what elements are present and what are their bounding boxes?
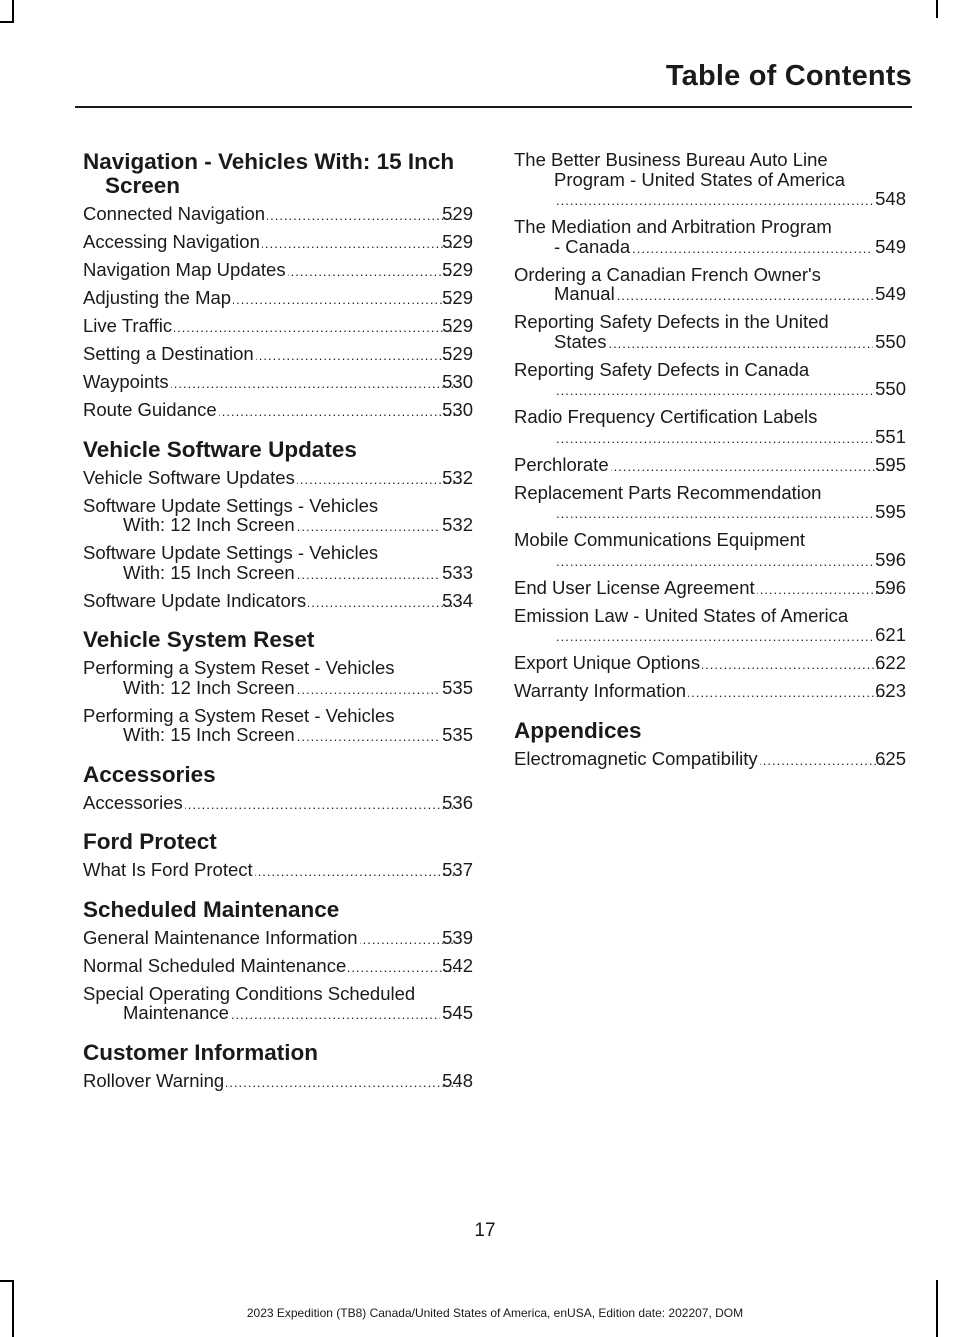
entry-page-number: 595 bbox=[875, 501, 906, 522]
dot-leader bbox=[611, 455, 894, 477]
toc-entry[interactable] bbox=[514, 681, 906, 703]
dot-leader bbox=[219, 400, 460, 422]
entry-title-continued: With: 12 Inch Screen bbox=[123, 676, 295, 698]
entry-page-number: 549 bbox=[875, 283, 906, 304]
dot-leader bbox=[556, 502, 873, 524]
entry-page-number: 532 bbox=[442, 514, 473, 535]
entry-title: Export Unique Options bbox=[514, 652, 701, 673]
toc-entry[interactable] bbox=[83, 658, 473, 699]
entry-title-continued: With: 15 Inch Screen bbox=[123, 561, 295, 583]
entry-page-number: 530 bbox=[442, 371, 473, 392]
entry-title-continued: Maintenance bbox=[123, 1002, 229, 1023]
entry-page-number: 550 bbox=[875, 378, 906, 399]
entry-page-number: 537 bbox=[442, 859, 473, 880]
entry-page-number: 532 bbox=[442, 466, 473, 488]
dot-leader bbox=[297, 515, 440, 537]
dot-leader bbox=[556, 550, 873, 572]
dot-leader bbox=[556, 379, 873, 401]
entry-title: Radio Frequency Certification Labels bbox=[514, 406, 818, 427]
toc-entry[interactable] bbox=[514, 653, 906, 675]
entry-title-continued: Manual bbox=[554, 283, 615, 304]
toc-section bbox=[83, 438, 473, 613]
entry-title: What Is Ford Protect bbox=[83, 859, 253, 880]
entry-title: Emission Law - United States of America bbox=[514, 604, 849, 626]
toc-entry[interactable] bbox=[83, 316, 473, 338]
crop-mark bbox=[0, 21, 14, 23]
toc-entry[interactable] bbox=[514, 578, 906, 600]
entry-page-number: 534 bbox=[442, 589, 473, 611]
section-heading: Scheduled Maintenance bbox=[83, 896, 340, 922]
dot-leader bbox=[255, 860, 460, 882]
toc-section bbox=[514, 150, 906, 703]
toc-entry[interactable] bbox=[83, 496, 473, 537]
toc-entry[interactable] bbox=[83, 344, 473, 366]
footer-edition-text: 2023 Expedition (TB8) Canada/United States of America, enUSA, Edition date: 202207, DOM bbox=[246, 1306, 744, 1320]
page-title: Table of Contents bbox=[665, 60, 912, 92]
dot-leader bbox=[608, 332, 873, 354]
entry-title: Route Guidance bbox=[83, 399, 217, 420]
toc-section bbox=[83, 898, 473, 1025]
crop-mark bbox=[936, 0, 938, 18]
entry-page-number: 533 bbox=[442, 561, 473, 583]
entry-title: Accessories bbox=[83, 791, 183, 813]
toc-entry[interactable] bbox=[83, 860, 473, 882]
dot-leader bbox=[171, 372, 460, 394]
dot-leader bbox=[760, 749, 893, 771]
entry-title: Mobile Communications Equipment bbox=[514, 529, 805, 550]
section-heading: Appendices bbox=[514, 717, 642, 743]
entry-title: Electromagnetic Compatibility bbox=[514, 747, 758, 769]
entry-title: Reporting Safety Defects in the United bbox=[514, 311, 829, 332]
dot-leader bbox=[185, 793, 460, 815]
toc-entry[interactable] bbox=[514, 749, 906, 771]
toc-entry[interactable] bbox=[83, 793, 473, 815]
dot-leader bbox=[233, 288, 460, 310]
dot-leader bbox=[297, 563, 440, 585]
toc-section bbox=[83, 763, 473, 815]
dot-leader bbox=[688, 681, 893, 703]
dot-leader bbox=[556, 625, 873, 647]
entry-title: General Maintenance Information bbox=[83, 926, 358, 948]
entry-page-number: 539 bbox=[442, 926, 473, 948]
entry-title-continued: States bbox=[554, 330, 607, 352]
entry-title: Replacement Parts Recommendation bbox=[514, 481, 822, 503]
entry-page-number: 549 bbox=[875, 235, 906, 257]
entry-page-number: 621 bbox=[875, 624, 906, 645]
entry-title: Navigation Map Updates bbox=[83, 259, 286, 280]
toc-entry[interactable] bbox=[83, 468, 473, 490]
crop-mark bbox=[0, 1280, 14, 1282]
toc-section bbox=[514, 719, 906, 771]
toc-entry[interactable] bbox=[83, 984, 473, 1025]
entry-title-continued: With: 12 Inch Screen bbox=[123, 514, 295, 535]
entry-page-number: 536 bbox=[442, 791, 473, 813]
entry-page-number: 529 bbox=[442, 203, 473, 224]
toc-entry[interactable] bbox=[83, 1071, 473, 1093]
entry-title: Setting a Destination bbox=[83, 343, 254, 364]
dot-leader bbox=[297, 725, 440, 747]
dot-leader bbox=[256, 344, 460, 366]
section-heading: Navigation - Vehicles With: 15 Inch Screen bbox=[83, 149, 455, 198]
dot-leader bbox=[174, 316, 460, 338]
entry-page-number: 545 bbox=[442, 1002, 473, 1023]
entry-title: Software Update Settings - Vehicles bbox=[83, 542, 379, 563]
dot-leader bbox=[617, 284, 873, 306]
dot-leader bbox=[288, 260, 461, 282]
dot-leader bbox=[632, 237, 873, 259]
toc-entry[interactable] bbox=[83, 204, 473, 226]
entry-title: Software Update Indicators bbox=[83, 589, 307, 611]
entry-title-continued: With: 15 Inch Screen bbox=[123, 724, 295, 745]
toc-entry[interactable] bbox=[514, 455, 906, 477]
entry-title: End User License Agreement bbox=[514, 576, 755, 598]
entry-page-number: 529 bbox=[442, 315, 473, 336]
toc-entry[interactable] bbox=[514, 530, 906, 571]
dot-leader bbox=[267, 204, 460, 226]
toc-entry[interactable] bbox=[83, 288, 473, 310]
entry-page-number: 529 bbox=[442, 231, 473, 252]
entry-title: Accessing Navigation bbox=[83, 231, 260, 252]
entry-title: Normal Scheduled Maintenance bbox=[83, 954, 347, 976]
toc-entry[interactable] bbox=[83, 260, 473, 282]
entry-page-number: 529 bbox=[442, 343, 473, 364]
toc-left-column bbox=[83, 150, 473, 1108]
dot-leader bbox=[297, 468, 460, 490]
entry-title: Performing a System Reset - Vehicles bbox=[83, 704, 395, 726]
entry-title: The Mediation and Arbitration Program bbox=[514, 216, 832, 237]
entry-title: Special Operating Conditions Scheduled bbox=[83, 982, 416, 1004]
toc-entry[interactable] bbox=[514, 407, 906, 448]
dot-leader bbox=[556, 189, 873, 211]
entry-title: The Better Business Bureau Auto Line bbox=[514, 149, 828, 170]
toc-right-column bbox=[514, 150, 906, 786]
entry-title: Waypoints bbox=[83, 371, 169, 392]
toc-entry[interactable] bbox=[514, 265, 906, 306]
entry-page-number: 548 bbox=[442, 1069, 473, 1091]
dot-leader bbox=[556, 427, 873, 449]
toc-entry[interactable] bbox=[514, 150, 906, 211]
entry-page-number: 595 bbox=[875, 453, 906, 475]
section-heading: Vehicle System Reset bbox=[83, 627, 315, 652]
dot-leader bbox=[226, 1071, 460, 1093]
entry-page-number: 542 bbox=[442, 954, 473, 976]
entry-title-continued: - Canada bbox=[554, 235, 631, 257]
entry-title: Vehicle Software Updates bbox=[83, 466, 295, 488]
dot-leader bbox=[297, 678, 440, 700]
dot-leader bbox=[308, 591, 460, 613]
entry-page-number: 529 bbox=[442, 287, 473, 308]
toc-entry[interactable] bbox=[83, 956, 473, 978]
entry-page-number: 623 bbox=[875, 680, 906, 701]
dot-leader bbox=[231, 1003, 440, 1025]
entry-title: Warranty Information bbox=[514, 680, 687, 701]
entry-title: Live Traffic bbox=[83, 315, 173, 336]
entry-page-number: 548 bbox=[875, 188, 906, 209]
section-heading: Ford Protect bbox=[83, 829, 217, 854]
toc-entry[interactable] bbox=[514, 312, 906, 353]
entry-title: Ordering a Canadian French Owner's bbox=[514, 263, 821, 285]
entry-page-number: 596 bbox=[875, 548, 906, 570]
toc-entry[interactable] bbox=[514, 606, 906, 647]
section-heading: Customer Information bbox=[83, 1039, 319, 1065]
toc-entry[interactable] bbox=[83, 372, 473, 394]
dot-leader bbox=[262, 232, 460, 254]
section-heading: Vehicle Software Updates bbox=[83, 436, 357, 462]
entry-title: Software Update Settings - Vehicles bbox=[83, 494, 379, 516]
toc-entry[interactable] bbox=[514, 483, 906, 524]
entry-title: Perchlorate bbox=[514, 453, 609, 475]
toc-entry[interactable] bbox=[83, 543, 473, 584]
entry-page-number: 625 bbox=[875, 747, 906, 769]
entry-page-number: 535 bbox=[442, 676, 473, 698]
toc-entry[interactable] bbox=[514, 360, 906, 401]
section-heading: Accessories bbox=[83, 761, 216, 787]
entry-title-continued: Program - United States of America bbox=[554, 168, 845, 190]
entry-title: Rollover Warning bbox=[83, 1069, 225, 1091]
entry-page-number: 530 bbox=[442, 399, 473, 420]
toc-entry[interactable] bbox=[83, 400, 473, 422]
entry-title: Adjusting the Map bbox=[83, 287, 232, 308]
toc-entry[interactable] bbox=[514, 217, 906, 258]
toc-entry[interactable] bbox=[83, 928, 473, 950]
toc-section bbox=[83, 628, 473, 747]
toc-entry[interactable] bbox=[83, 232, 473, 254]
entry-page-number: 622 bbox=[875, 652, 906, 673]
toc-entry[interactable] bbox=[83, 591, 473, 613]
entry-page-number: 535 bbox=[442, 724, 473, 745]
dot-leader bbox=[702, 653, 893, 675]
toc-section bbox=[83, 1041, 473, 1093]
entry-title: Connected Navigation bbox=[83, 203, 266, 224]
entry-page-number: 529 bbox=[442, 259, 473, 280]
crop-mark bbox=[12, 0, 14, 22]
entry-page-number: 551 bbox=[875, 425, 906, 447]
entry-title: Reporting Safety Defects in Canada bbox=[514, 358, 810, 380]
entry-page-number: 550 bbox=[875, 330, 906, 352]
page-number: 17 bbox=[474, 1220, 496, 1241]
dot-leader bbox=[757, 578, 893, 600]
toc-section bbox=[83, 150, 473, 422]
toc-entry[interactable] bbox=[83, 706, 473, 747]
header-rule bbox=[75, 106, 912, 108]
entry-title: Performing a System Reset - Vehicles bbox=[83, 657, 395, 678]
entry-page-number: 596 bbox=[875, 576, 906, 598]
toc-section bbox=[83, 830, 473, 882]
